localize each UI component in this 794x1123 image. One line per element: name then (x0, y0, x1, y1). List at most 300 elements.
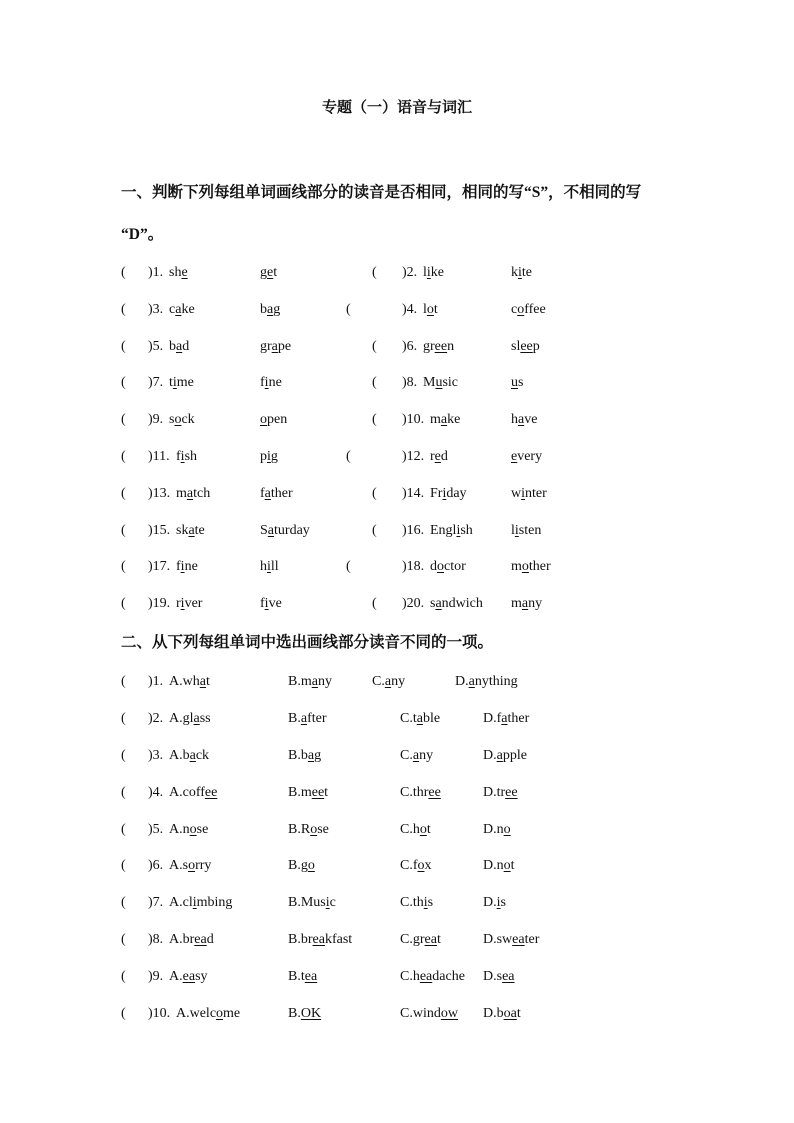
word-part: m (176, 486, 187, 501)
page-title: 专题（一）语音与词汇 (321, 100, 472, 116)
underlined-letters: i (264, 596, 269, 611)
word-part: D. (483, 895, 497, 910)
question-number: )7. (148, 895, 164, 910)
answer-blank[interactable]: ( (372, 596, 377, 611)
word-a (176, 593, 202, 615)
word-part: A.wh (169, 674, 200, 689)
word-part: d (206, 932, 214, 947)
word-part: g (270, 449, 278, 464)
word-part: C.th (400, 895, 424, 910)
word-part: C.f (400, 858, 418, 873)
underlined-letters: a (267, 302, 274, 317)
option-b (288, 929, 352, 951)
word-part: sh (460, 523, 473, 538)
word-part: c (169, 302, 176, 317)
word-part: d (440, 449, 448, 464)
underlined-letters: o (503, 822, 511, 837)
word-part: h (511, 412, 518, 427)
word-part: w (511, 486, 522, 501)
question-number: )15. (148, 523, 171, 538)
underlined-letters: ee (520, 339, 533, 354)
word-part: r (176, 596, 181, 611)
word-part: Engl (430, 523, 457, 538)
answer-blank[interactable]: ( (121, 858, 126, 873)
word-part: f (260, 596, 265, 611)
underlined-letters: a (264, 486, 271, 501)
answer-blank[interactable]: ( (121, 486, 126, 501)
underlined-letters: a (440, 412, 448, 427)
word-a (430, 446, 448, 468)
question-number: )4. (148, 785, 164, 800)
underlined-letters: a (496, 748, 503, 763)
word-part: B. (288, 711, 301, 726)
underlined-letters: e (511, 449, 518, 464)
option-d (483, 1003, 521, 1025)
option-a (169, 855, 211, 877)
option-b (288, 745, 321, 767)
underlined-letters: i (192, 895, 197, 910)
answer-blank[interactable]: ( (372, 486, 377, 501)
word-part: gr (423, 339, 435, 354)
underlined-letters: ee (434, 339, 448, 354)
answer-blank[interactable]: ( (121, 711, 126, 726)
word-part: f (176, 449, 181, 464)
question-number: )7. (148, 375, 164, 390)
word-part: t (436, 932, 441, 947)
word-part: ver (184, 596, 203, 611)
word-a (169, 299, 195, 321)
question-number: )5. (148, 339, 164, 354)
answer-blank[interactable]: ( (121, 785, 126, 800)
word-part: ny (317, 674, 332, 689)
word-part: ny (391, 674, 406, 689)
underlined-letters: i (423, 895, 428, 910)
answer-blank[interactable]: ( (346, 302, 351, 317)
word-part: ctor (444, 559, 466, 574)
answer-blank[interactable]: ( (121, 339, 126, 354)
underlined-letters: a (300, 711, 308, 726)
section2-heading: 二、从下列每组单词中选出画线部分读音不同的一项。 (121, 634, 494, 651)
word-part: D.s (483, 969, 503, 984)
underlined-letters: o (188, 858, 196, 873)
word-part: b (260, 302, 267, 317)
word-a (176, 556, 198, 578)
word-part: sh (169, 265, 182, 280)
word-b (511, 299, 546, 321)
question-number: )12. (402, 449, 425, 464)
option-c (372, 671, 405, 693)
word-part: fter (307, 711, 327, 726)
underlined-letters: a (186, 486, 194, 501)
word-part: sl (511, 339, 521, 354)
word-part: B.m (288, 674, 312, 689)
underlined-letters: ow (440, 1006, 458, 1021)
word-part: g (314, 748, 322, 763)
question-number: )19. (148, 596, 171, 611)
underlined-letters: ee (204, 785, 218, 800)
answer-blank[interactable]: ( (121, 1006, 126, 1021)
answer-blank[interactable]: ( (121, 559, 126, 574)
underlined-letters: u (511, 375, 518, 390)
option-b (288, 966, 317, 988)
underlined-letters: a (193, 711, 200, 726)
underlined-letters: a (189, 748, 196, 763)
word-part: ble (422, 711, 441, 726)
word-part: m (511, 559, 522, 574)
word-part: d (182, 339, 190, 354)
underlined-letters: O (300, 1006, 311, 1021)
word-part: t (426, 822, 431, 837)
word-part: A.cl (169, 895, 193, 910)
underlined-letters: a (435, 596, 442, 611)
word-part: C. (400, 748, 413, 763)
option-c (400, 892, 433, 914)
word-part: se (196, 822, 209, 837)
option-c (400, 782, 441, 804)
underlined-letters: i (514, 523, 519, 538)
word-b (260, 446, 278, 468)
underlined-letters: ea (194, 932, 207, 947)
word-part: se (317, 822, 329, 837)
word-part: te (521, 265, 532, 280)
word-part: ne (184, 559, 198, 574)
word-part: C.gr (400, 932, 425, 947)
question-number: )8. (148, 932, 164, 947)
question-number: )17. (148, 559, 171, 574)
word-part: ve (268, 596, 282, 611)
option-c (400, 708, 440, 730)
word-part: me (176, 375, 194, 390)
underlined-letters: o (189, 822, 197, 837)
word-part: B. (288, 1006, 301, 1021)
word-b (260, 556, 279, 578)
word-a (423, 262, 444, 284)
word-part: A.coff (169, 785, 205, 800)
question-number: )4. (402, 302, 418, 317)
option-a (176, 1003, 240, 1025)
option-a (169, 782, 217, 804)
word-part: m (430, 412, 441, 427)
word-part: f (260, 486, 265, 501)
underlined-letters: a (175, 302, 182, 317)
underlined-letters: i (521, 486, 526, 501)
underlined-letters: e (267, 265, 274, 280)
word-part: A.b (169, 748, 190, 763)
word-part: B.g (288, 858, 308, 873)
word-part: c (329, 895, 336, 910)
underlined-letters: i (496, 895, 501, 910)
underlined-letters: a (311, 674, 318, 689)
option-d (455, 671, 518, 693)
word-b (511, 446, 542, 468)
word-part: s (169, 412, 175, 427)
word-b (511, 483, 547, 505)
answer-blank[interactable]: ( (372, 339, 377, 354)
option-d (483, 708, 529, 730)
option-a (169, 892, 232, 914)
word-part: kfast (324, 932, 353, 947)
option-b (288, 892, 336, 914)
word-part: s (500, 895, 506, 910)
word-part: sic (442, 375, 459, 390)
underlined-letters: i (180, 559, 185, 574)
word-part: ke (447, 412, 461, 427)
question-number: )13. (148, 486, 171, 501)
answer-blank[interactable]: ( (372, 265, 377, 280)
word-part: ther (270, 486, 293, 501)
word-part: day (446, 486, 467, 501)
underlined-letters: o (216, 1006, 224, 1021)
answer-blank[interactable]: ( (121, 895, 126, 910)
word-a (423, 336, 454, 358)
word-b (260, 520, 310, 542)
word-part: g (273, 302, 281, 317)
word-part: t (510, 858, 515, 873)
question-number: )3. (148, 302, 164, 317)
option-b (288, 782, 328, 804)
word-part: D. (455, 674, 469, 689)
answer-blank[interactable]: ( (121, 523, 126, 538)
answer-blank[interactable]: ( (372, 412, 377, 427)
word-b (511, 336, 540, 358)
underlined-letters: a (501, 711, 508, 726)
underlined-letters: a (307, 748, 315, 763)
underlined-letters: a (199, 674, 206, 689)
question-number: )18. (402, 559, 425, 574)
word-b (511, 556, 551, 578)
word-part: B.m (288, 785, 312, 800)
word-part: C.thr (400, 785, 429, 800)
word-part: pe (277, 339, 292, 354)
word-part: ny (419, 748, 434, 763)
section1-heading-cont: “D”。 (121, 226, 164, 243)
underlined-letters: i (180, 596, 185, 611)
question-number: )14. (402, 486, 425, 501)
answer-blank[interactable]: ( (121, 302, 126, 317)
underlined-letters: ea (312, 932, 325, 947)
option-c (400, 819, 431, 841)
word-part: M (423, 375, 436, 390)
word-part: B.R (288, 822, 311, 837)
word-b (260, 372, 282, 394)
word-part: pen (267, 412, 288, 427)
underlined-letters: a (188, 523, 195, 538)
word-a (423, 372, 458, 394)
underlined-letters: a (384, 674, 392, 689)
word-part: Fr (430, 486, 443, 501)
word-part: f (260, 375, 265, 390)
word-b (260, 336, 291, 358)
word-part: A.s (169, 858, 189, 873)
word-part: t (324, 785, 329, 800)
question-number: )9. (148, 412, 164, 427)
underlined-letters: i (267, 449, 271, 464)
question-number: )11. (148, 449, 170, 464)
underlined-letters: e (434, 449, 441, 464)
word-part: A.n (169, 822, 190, 837)
option-b (288, 671, 332, 693)
section1-heading: 一、判断下列每组单词画线部分的读音是否相同，相同的写“S”，不相同的写 (121, 184, 642, 201)
answer-blank[interactable]: ( (121, 596, 126, 611)
word-part: ll (270, 559, 279, 574)
word-part: l (423, 302, 427, 317)
word-part: C.t (400, 711, 417, 726)
word-b (511, 593, 542, 615)
answer-blank[interactable]: ( (121, 969, 126, 984)
option-d (483, 855, 515, 877)
word-part: ndwich (441, 596, 483, 611)
word-part: l (423, 265, 427, 280)
underlined-letters: o (307, 858, 315, 873)
option-c (400, 1003, 458, 1025)
word-part: f (176, 559, 181, 574)
answer-blank[interactable]: ( (372, 375, 377, 390)
word-part: D.b (483, 1006, 504, 1021)
answer-blank[interactable]: ( (121, 932, 126, 947)
word-part: mbing (196, 895, 233, 910)
underlined-letters: o (426, 302, 434, 317)
question-number: )6. (402, 339, 418, 354)
underlined-letters: u (435, 375, 443, 390)
answer-blank[interactable]: ( (121, 748, 126, 763)
word-part: ck (181, 412, 195, 427)
word-part: B.t (288, 969, 305, 984)
underlined-letters: ea (304, 969, 318, 984)
word-b (511, 262, 532, 284)
option-d (483, 966, 515, 988)
answer-blank[interactable]: ( (346, 449, 351, 464)
word-part: t (169, 375, 173, 390)
question-number: )9. (148, 969, 164, 984)
word-b (260, 299, 280, 321)
underlined-letters: i (456, 523, 461, 538)
word-part: B.Mus (288, 895, 326, 910)
underlined-letters: o (174, 412, 182, 427)
question-number: )2. (402, 265, 418, 280)
underlined-letters: oa (503, 1006, 517, 1021)
word-part: nything (474, 674, 518, 689)
word-part: B.b (288, 748, 308, 763)
question-number: )3. (148, 748, 164, 763)
underlined-letters: i (518, 265, 522, 280)
word-part: t (273, 265, 278, 280)
answer-blank[interactable]: ( (121, 412, 126, 427)
word-part: p (260, 449, 267, 464)
option-b (288, 1003, 321, 1025)
underlined-letters: a (521, 596, 529, 611)
option-b (288, 855, 315, 877)
word-part: nter (525, 486, 547, 501)
word-part: s (430, 596, 436, 611)
underlined-letters: ea (182, 969, 196, 984)
word-part: A.br (169, 932, 195, 947)
underlined-letters: a (468, 674, 475, 689)
option-b (288, 708, 327, 730)
word-part: ny (528, 596, 543, 611)
word-part: gr (260, 339, 272, 354)
word-part: k (511, 265, 518, 280)
underlined-letters: ea (424, 932, 437, 947)
word-part: ke (181, 302, 195, 317)
word-part: A.gl (169, 711, 194, 726)
word-part: D.sw (483, 932, 513, 947)
answer-blank[interactable]: ( (346, 559, 351, 574)
word-part: b (169, 339, 176, 354)
word-a (169, 372, 194, 394)
answer-blank[interactable]: ( (121, 265, 126, 280)
word-part: ck (195, 748, 210, 763)
underlined-letters: ea (419, 969, 433, 984)
underlined-letters: i (264, 375, 269, 390)
option-b (288, 819, 329, 841)
option-a (169, 745, 209, 767)
underlined-letters: a (176, 339, 183, 354)
underlined-letters: o (260, 412, 267, 427)
word-part: rry (195, 858, 212, 873)
underlined-letters: a (412, 748, 420, 763)
word-a (430, 409, 460, 431)
option-d (483, 782, 518, 804)
word-part: x (424, 858, 432, 873)
underlined-letters: o (521, 559, 529, 574)
option-d (483, 929, 539, 951)
underlined-letters: a (271, 339, 278, 354)
word-part: sh (184, 449, 198, 464)
question-number: )6. (148, 858, 164, 873)
answer-blank[interactable]: ( (121, 449, 126, 464)
word-part: d (430, 559, 437, 574)
word-part: r (430, 449, 435, 464)
word-b (260, 593, 282, 615)
underlined-letters: o (417, 858, 425, 873)
word-part: sk (176, 523, 189, 538)
word-b (511, 520, 541, 542)
underlined-letters: o (437, 559, 444, 574)
underlined-letters: i (325, 895, 330, 910)
underlined-letters: o (517, 302, 525, 317)
word-a (176, 520, 205, 542)
option-c (400, 966, 465, 988)
answer-blank[interactable]: ( (121, 674, 126, 689)
answer-blank[interactable]: ( (121, 375, 126, 390)
word-part: B.br (288, 932, 313, 947)
underlined-letters: o (503, 858, 511, 873)
underlined-letters: a (416, 711, 423, 726)
word-part: sy (195, 969, 208, 984)
option-d (483, 745, 527, 767)
word-part: p (532, 339, 540, 354)
word-a (176, 446, 197, 468)
underlined-letters: o (310, 822, 318, 837)
word-b (511, 409, 537, 431)
word-part: tch (193, 486, 211, 501)
word-part: ffee (524, 302, 546, 317)
question-number: )20. (402, 596, 425, 611)
question-number: )1. (148, 674, 164, 689)
word-a (430, 520, 473, 542)
option-c (400, 745, 433, 767)
word-part: ve (524, 412, 538, 427)
underlined-letters: ee (428, 785, 441, 800)
word-a (423, 299, 438, 321)
word-part: C.h (400, 822, 420, 837)
word-part: very (517, 449, 543, 464)
answer-blank[interactable]: ( (121, 822, 126, 837)
answer-blank[interactable]: ( (372, 523, 377, 538)
underlined-letters: i (267, 559, 271, 574)
question-number: )10. (148, 1006, 171, 1021)
word-part: g (260, 265, 267, 280)
